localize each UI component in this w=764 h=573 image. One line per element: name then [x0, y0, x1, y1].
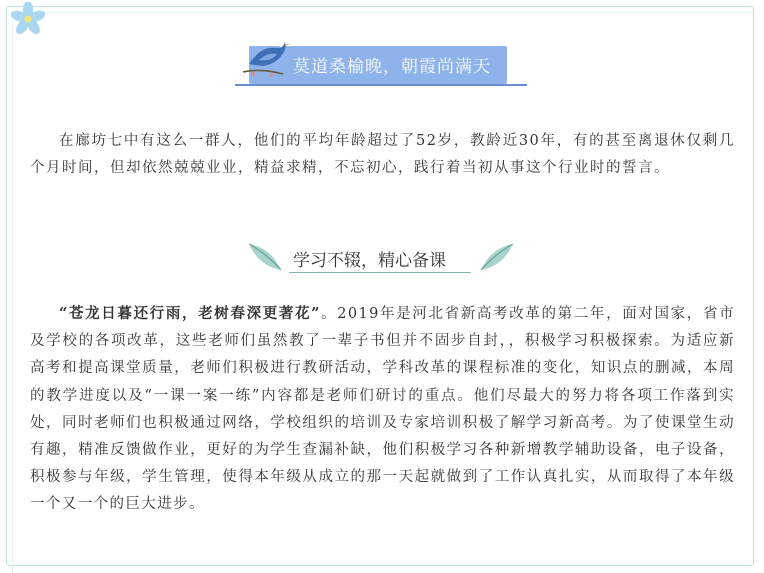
banner-underline: [235, 84, 527, 86]
leaf-icon: [245, 240, 285, 274]
section1-paragraph: 在廊坊七中有这么一群人，他们的平均年龄超过了52岁，教龄近30年，有的甚至离退休仅剩几个月时间，但却依然兢兢业业，精益求精，不忘初心，践行着当初从事这个行业时的誓言。: [30, 133, 735, 176]
bird-icon: [241, 34, 291, 80]
section2-banner: [245, 232, 530, 282]
section1-heading: 莫道桑榆晚，朝霞尚满天: [293, 57, 491, 77]
flower-icon: [8, 2, 48, 36]
section2-heading: 学习不辍，精心备课: [293, 251, 446, 271]
leaf-icon: [477, 240, 517, 274]
quote-lead: “苍龙日暮还行雨，老树春深更著花”: [59, 305, 321, 322]
section1-banner: [235, 40, 527, 88]
section2-body: 。2019年是河北省新高考改革的第二年，面对国家，省市及学校的各项改革，这些老师们虽然教了一辈子书但并不固步自封，，积极学习积极探索。为适应新高考和提高课堂质量，老师们积极进行教研活动，学科改革的课程标准的变化，知识点的删减，本周的教学进度以及“一课一案一练”内容都是老师们研讨的重点。他们尽最大的努力将各项工作落到实处，同时老师们也积极通过网络，学校组织的培训及专家培训积极了解学习新高考。为了使课堂生动有趣，精准反馈做作业，更好的为学生查漏补缺，他们积极学习各种新增教学辅助设备，电子设备，积极参与年级，学生管理，使得本年级从成立的那一天起就做到了工作认真扎实，从而取得了本年级一个又一个的巨大进步。: [30, 306, 735, 513]
banner-underline: [289, 272, 471, 273]
section2-paragraph: [30, 300, 735, 519]
